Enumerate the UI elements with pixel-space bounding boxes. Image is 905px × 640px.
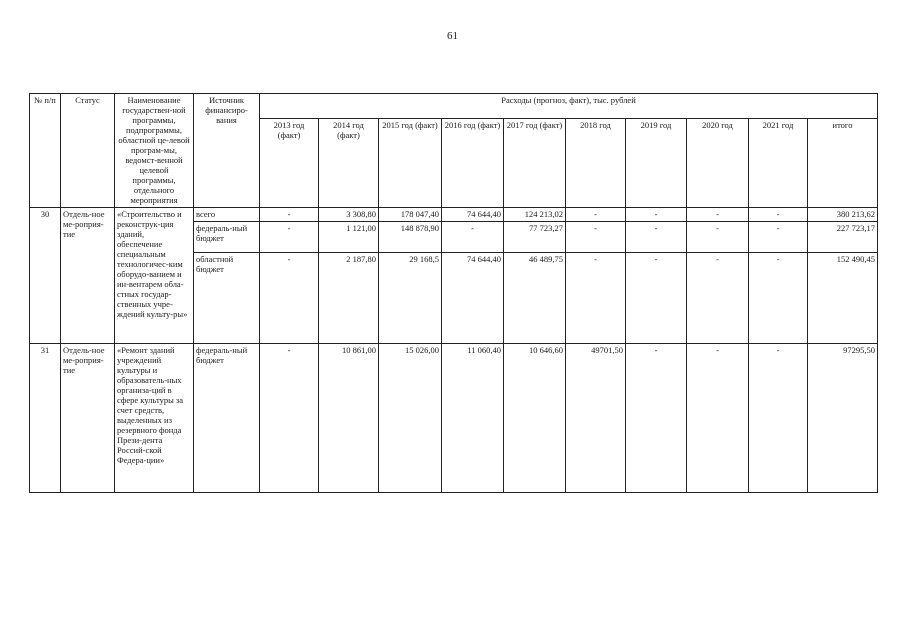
header-year-2016: 2016 год (факт) xyxy=(442,119,504,208)
header-year-2017: 2017 год (факт) xyxy=(504,119,566,208)
page-number: 61 xyxy=(447,30,458,42)
header-row xyxy=(30,94,878,119)
value-cell: 148 878,90 xyxy=(379,222,442,253)
value-cell: - xyxy=(260,253,319,344)
value-cell: 49701,50 xyxy=(566,344,626,493)
value-cell: 124 213,02 xyxy=(504,208,566,222)
value-cell: - xyxy=(566,208,626,222)
source-label: федераль-ный бюджет xyxy=(194,344,260,493)
header-year-2020: 2020 год xyxy=(687,119,749,208)
value-cell: - xyxy=(626,253,687,344)
value-cell: 74 644,40 xyxy=(442,208,504,222)
header-year-2014: 2014 год (факт) xyxy=(319,119,379,208)
total-cell: 97295,50 xyxy=(808,344,878,493)
budget-table xyxy=(29,93,878,493)
header-year-2021: 2021 год xyxy=(749,119,808,208)
value-cell: - xyxy=(687,222,749,253)
total-cell: 380 213,62 xyxy=(808,208,878,222)
value-cell: - xyxy=(442,222,504,253)
row-status: Отдель-ное ме-роприя-тие xyxy=(61,208,115,344)
value-cell: - xyxy=(626,222,687,253)
header-status: Статус xyxy=(61,94,115,208)
value-cell: 2 187,80 xyxy=(319,253,379,344)
value-cell: 3 308,80 xyxy=(319,208,379,222)
header-year-2015: 2015 год (факт) xyxy=(379,119,442,208)
value-cell: - xyxy=(687,208,749,222)
value-cell: 178 047,40 xyxy=(379,208,442,222)
value-cell: 29 168,5 xyxy=(379,253,442,344)
value-cell: - xyxy=(566,222,626,253)
value-cell: - xyxy=(260,222,319,253)
value-cell: - xyxy=(749,222,808,253)
value-cell: - xyxy=(687,253,749,344)
value-cell: - xyxy=(566,253,626,344)
header-source: Источник финансиро-вания xyxy=(194,94,260,208)
row-status: Отдель-ное ме-роприя-тие xyxy=(61,344,115,493)
header-name: Наименование государствен-ной программы, подпрограммы, областной це-левой програм-мы, ведомст-венной целевой программы, отдельного мероприятия xyxy=(115,94,194,208)
value-cell: - xyxy=(749,253,808,344)
value-cell: - xyxy=(749,344,808,493)
total-cell: 152 490,45 xyxy=(808,253,878,344)
row-num: 30 xyxy=(30,208,61,344)
value-cell: 77 723,27 xyxy=(504,222,566,253)
value-cell: 15 026,00 xyxy=(379,344,442,493)
header-year-2013: 2013 год (факт) xyxy=(260,119,319,208)
header-expenses: Расходы (прогноз, факт), тыс. рублей xyxy=(260,94,878,119)
row-num: 31 xyxy=(30,344,61,493)
value-cell: 11 060,40 xyxy=(442,344,504,493)
value-cell: 1 121,00 xyxy=(319,222,379,253)
value-cell: - xyxy=(626,344,687,493)
source-label: всего xyxy=(194,208,260,222)
value-cell: 46 489,75 xyxy=(504,253,566,344)
total-cell: 227 723,17 xyxy=(808,222,878,253)
source-label: федераль-ный бюджет xyxy=(194,222,260,253)
value-cell: 74 644,40 xyxy=(442,253,504,344)
value-cell: 10 861,00 xyxy=(319,344,379,493)
header-year-2019: 2019 год xyxy=(626,119,687,208)
value-cell: - xyxy=(749,208,808,222)
row-name: «Строительство и реконструк-ция зданий, обеспечение специальным технологичес-ким оборудо-ванием и ин-вентарем обла-стных государ-ственных учре-ждений культу-ры» xyxy=(115,208,194,344)
row-name: «Ремонт зданий учреждений культуры и образователь-ных организа-ций в сфере культуры за счет средств, выделенных из резервного фонда Прези-дента Россий-ской Федера-ции» xyxy=(115,344,194,493)
value-cell: - xyxy=(687,344,749,493)
table-row xyxy=(30,208,878,222)
value-cell: - xyxy=(626,208,687,222)
value-cell: - xyxy=(260,344,319,493)
value-cell: - xyxy=(260,208,319,222)
header-year-2018: 2018 год xyxy=(566,119,626,208)
table-row xyxy=(30,344,878,493)
header-num: № п/п xyxy=(30,94,61,208)
source-label: областной бюджет xyxy=(194,253,260,344)
value-cell: 10 646,60 xyxy=(504,344,566,493)
header-total: итого xyxy=(808,119,878,208)
